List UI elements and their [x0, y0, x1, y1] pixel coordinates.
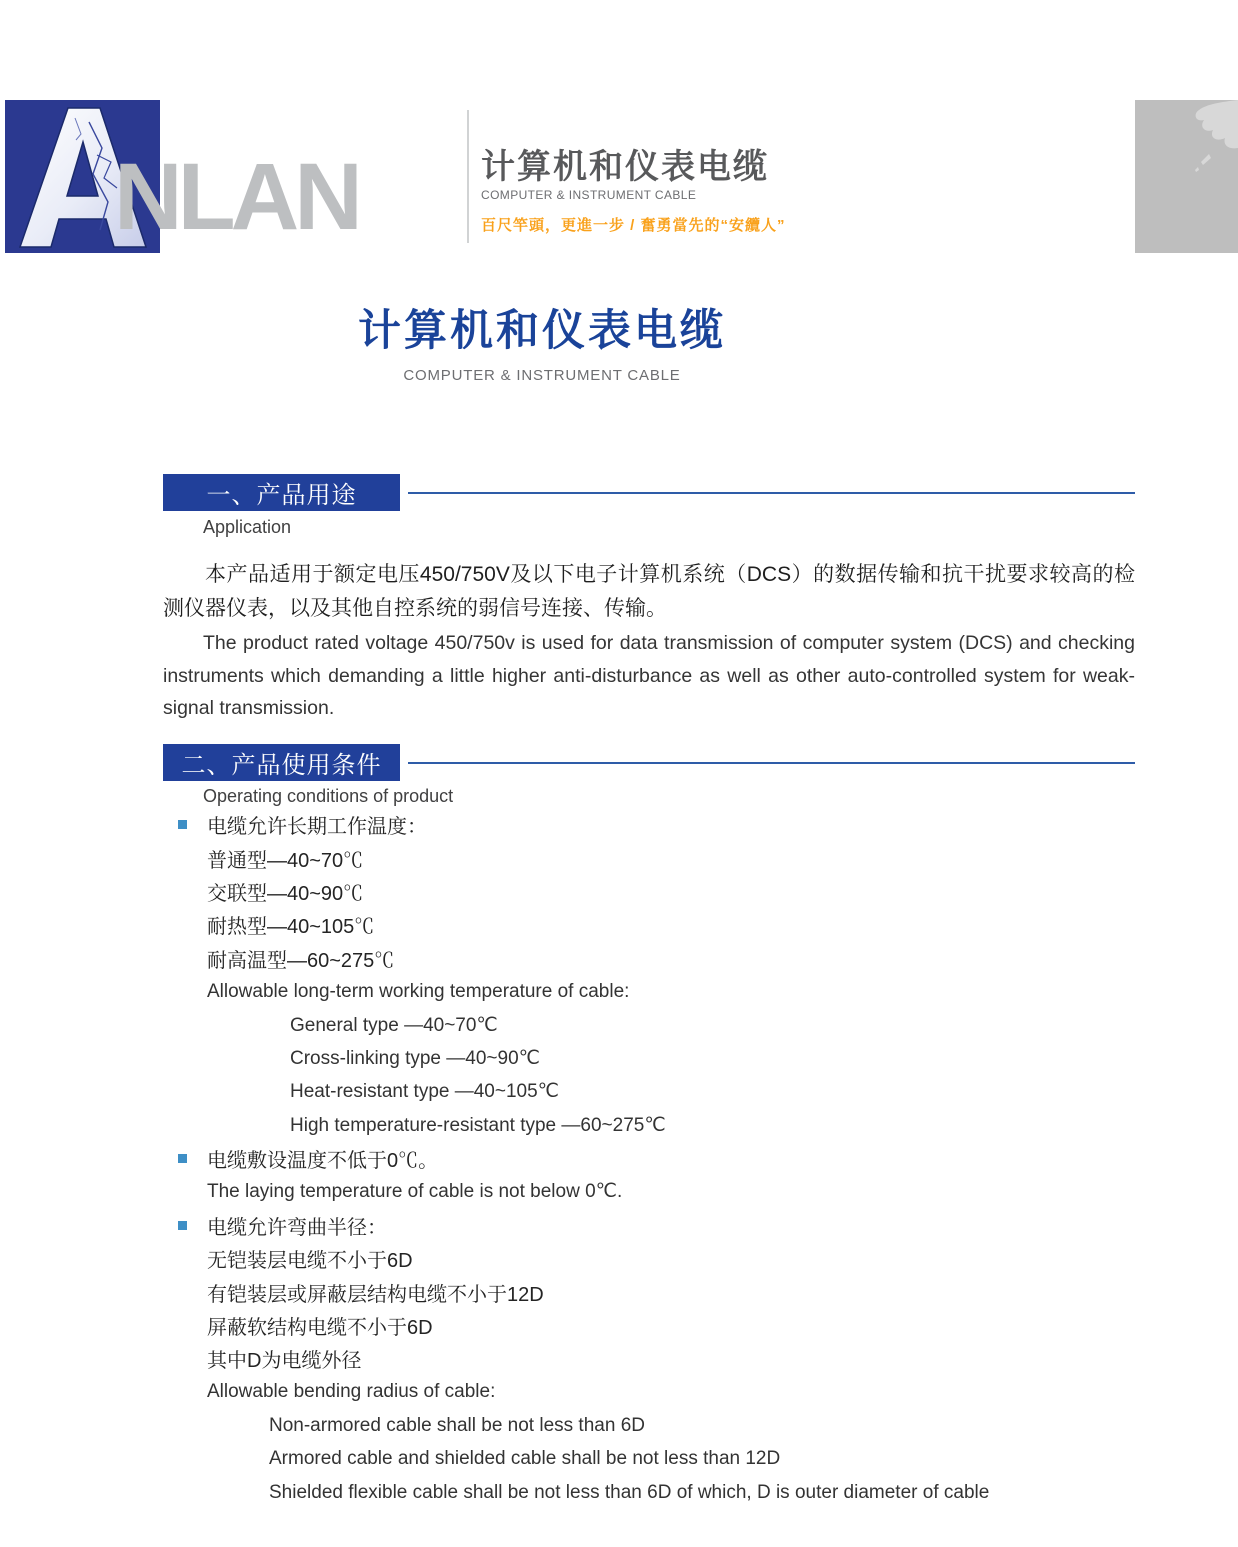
section1-paragraph-cn: 本产品适用于额定电压450/750V及以下电子计算机系统（DCS）的数据传输和抗干扰要求较高的检测仪器仪表，以及其他自控系统的弱信号连接、传输。 [163, 563, 1135, 620]
list-item-text: 无铠装层电缆不小于6D [207, 1250, 413, 1273]
section1-heading: 一、产品用途 [163, 474, 400, 511]
list-item-text: 电缆敷设温度不低于0℃。 [207, 1150, 439, 1173]
list-item [163, 942, 1138, 975]
list-item [163, 1476, 1138, 1509]
section1-header [163, 474, 1135, 511]
header-product-title-cn: 计算机和仪表电缆 [481, 148, 769, 186]
page-title: 计算机和仪表电缆 [358, 307, 726, 355]
list-item-text: 耐热型—40~105℃ [207, 916, 375, 939]
header-title-block [481, 148, 1041, 235]
list-item-text: Allowable long-term working temperature of cable: [207, 980, 630, 1002]
list-item [163, 808, 1138, 841]
list-item [163, 1342, 1138, 1375]
list-item [163, 875, 1138, 908]
list-item-text: General type —40~70℃ [290, 1014, 498, 1036]
list-item-text: Armored cable and shielded cable shall be not less than 12D [269, 1448, 781, 1470]
list-item-text: 耐高温型—60~275℃ [207, 949, 395, 972]
list-item [163, 1075, 1138, 1108]
bullet-square-icon [178, 1154, 187, 1163]
header-product-title-en: COMPUTER & INSTRUMENT CABLE [481, 188, 697, 202]
list-item-text: Allowable bending radius of cable: [207, 1381, 496, 1403]
list-item-text: Cross-linking type —40~90℃ [290, 1047, 540, 1069]
list-item-text: The laying temperature of cable is not below 0℃. [207, 1181, 623, 1203]
list-item-text: 有铠装层或屏蔽层结构电缆不小于12D [207, 1283, 544, 1306]
list-item [163, 1175, 1138, 1208]
list-item [163, 1209, 1138, 1242]
list-item-text: High temperature-resistant type —60~275℃ [290, 1114, 666, 1136]
corner-photo [1135, 100, 1238, 253]
section1-rule [408, 492, 1135, 494]
list-item-text: 交联型—40~90℃ [207, 882, 364, 905]
list-item-text: Heat-resistant type —40~105℃ [290, 1081, 560, 1103]
list-item-text: 电缆允许弯曲半径： [207, 1216, 387, 1239]
list-item [163, 1376, 1138, 1409]
list-item-text: Shielded flexible cable shall be not less than 6D of which, D is outer diameter of cable [269, 1481, 990, 1503]
section1-subheading: Application [203, 517, 292, 537]
bullet-square-icon [178, 820, 187, 829]
list-item [163, 1042, 1138, 1075]
page-title-block [0, 297, 1084, 384]
header-tagline: 百尺竿頭，更進一步 / 奮勇當先的“安纜人” [481, 217, 786, 234]
conditions-list [163, 808, 1138, 1509]
list-item [163, 1142, 1138, 1175]
list-item [163, 841, 1138, 874]
header-divider [467, 110, 469, 243]
section1-paragraph-en: The product rated voltage 450/750v is used for data transmission of computer system (DCS) and checking instruments which demanding a little higher anti-disturbance as well as other auto-controlled system for weak-signal transmission. [163, 632, 1135, 720]
bullet-square-icon [178, 1221, 187, 1230]
section2-rule [408, 762, 1135, 764]
list-item [163, 1008, 1138, 1041]
list-item-text: 普通型—40~70℃ [207, 849, 364, 872]
list-item [163, 1242, 1138, 1275]
list-item-text: Non-armored cable shall be not less than 6D [269, 1414, 645, 1436]
page-subtitle: COMPUTER & INSTRUMENT CABLE [403, 367, 681, 384]
list-item-text: 屏蔽软结构电缆不小于6D [207, 1317, 433, 1340]
section2-subheading: Operating conditions of product [203, 786, 454, 806]
logo-text: NLAN [114, 144, 358, 250]
list-item [163, 975, 1138, 1008]
list-item [163, 1309, 1138, 1342]
list-item [163, 908, 1138, 941]
list-item-text: 电缆允许长期工作温度： [207, 816, 427, 839]
list-item [163, 1109, 1138, 1142]
section2-header [163, 744, 1135, 781]
section2-heading: 二、产品使用条件 [163, 744, 400, 781]
list-item [163, 1442, 1138, 1475]
list-item [163, 1275, 1138, 1308]
leaf-photo-icon [1135, 100, 1238, 253]
list-item-text: 其中D为电缆外径 [207, 1350, 362, 1373]
list-item [163, 1409, 1138, 1442]
